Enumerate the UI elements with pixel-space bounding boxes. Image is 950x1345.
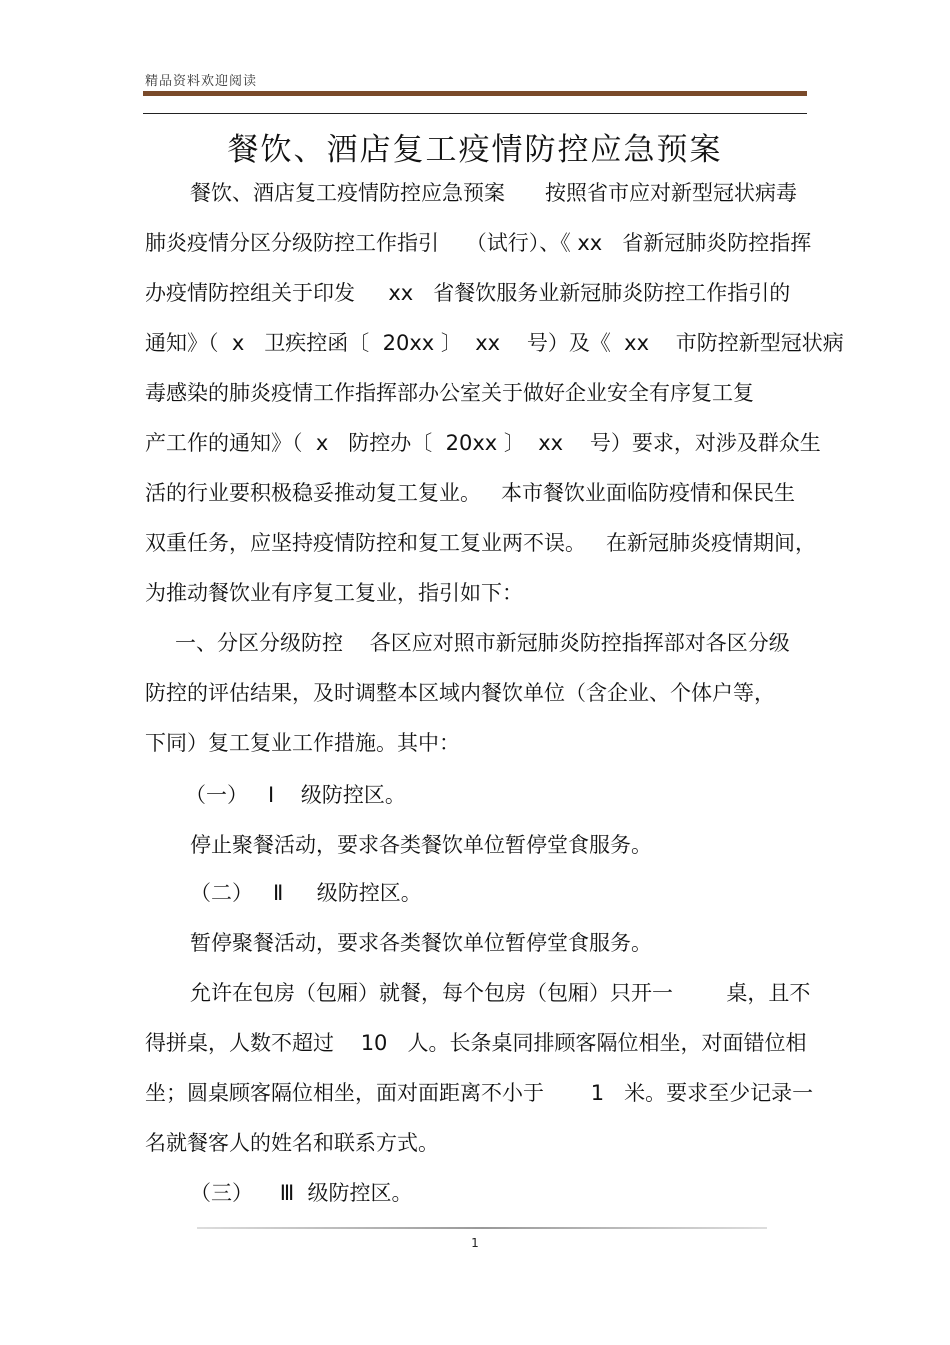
body-line: 活的行业要积极稳妥推动复工复业。 本市餐饮业面临防疫情和保民生 [145,481,796,505]
body-line: 允许在包房（包厢）就餐，每个包房（包厢）只开一 桌，且不 [190,981,811,1005]
body-line: （二） Ⅱ 级防控区。 [190,881,422,905]
body-line: 坐；圆桌顾客隔位相坐，面对面距离不小于 1 米。要求至少记录一 [145,1081,814,1105]
body-line: 双重任务，应坚持疫情防控和复工复业两不误。 在新冠肺炎疫情期间， [145,531,817,555]
body-line: 办疫情防控组关于印发 xx 省餐饮服务业新冠肺炎防控工作指引的 [145,281,791,305]
body-line: 下同）复工复业工作措施。其中： [145,731,460,755]
footer-rule [197,1227,767,1229]
body-line: （三） Ⅲ 级防控区。 [190,1181,413,1205]
body-line: 肺炎疫情分区分级防控工作指引 （试行）、《 xx 省新冠肺炎防控指挥 [145,231,812,255]
body-line: 通知》（ x 卫疾控函〔 20xx 〕 xx 号）及《 xx 市防控新型冠状病 [145,331,844,355]
body-line: 产工作的通知》（ x 防控办〔 20xx 〕 xx 号）要求，对涉及群众生 [145,431,821,455]
body-line: 一、分区分级防控 各区应对照市新冠肺炎防控指挥部对各区分级 [175,631,790,655]
body-line: 为推动餐饮业有序复工复业，指引如下： [145,581,523,605]
body-line: 毒感染的肺炎疫情工作指挥部办公室关于做好企业安全有序复工复 [145,381,754,405]
body-line: 防控的评估结果，及时调整本区域内餐饮单位（含企业、个体户等， [145,681,775,705]
header-rule-thin [143,113,807,114]
header-rule [143,91,807,96]
header-text: 精品资料欢迎阅读 [145,74,258,89]
document-title: 餐饮、酒店复工疫情防控应急预案 [227,132,723,168]
body-line: 餐饮、酒店复工疫情防控应急预案 按照省市应对新型冠状病毒 [190,181,798,205]
body-line: （一） Ⅰ 级防控区。 [185,783,406,807]
body-line: 停止聚餐活动，要求各类餐饮单位暂停堂食服务。 [190,833,652,857]
body-line: 得拼桌，人数不超过 10 人。长条桌同排顾客隔位相坐，对面错位相 [145,1031,807,1055]
body-line: 暂停聚餐活动，要求各类餐饮单位暂停堂食服务。 [190,931,652,955]
body-line: 名就餐客人的姓名和联系方式。 [145,1131,439,1155]
page-number: 1 [471,1236,479,1250]
